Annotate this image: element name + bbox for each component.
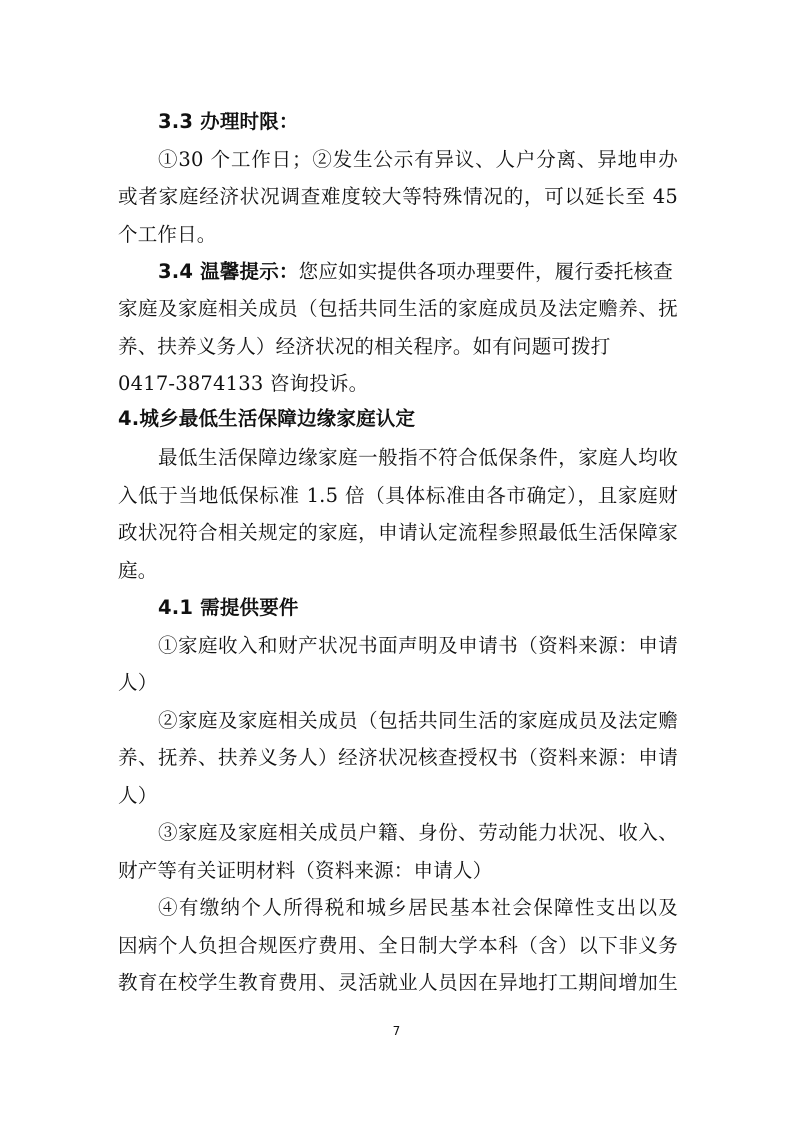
paragraph-3-4-first-line (158, 258, 678, 286)
list-item-line: ②家庭及家庭相关成员（包括共同生活的家庭成员及法定赡 (158, 709, 678, 732)
list-item-line: 因病个人负担合规医疗费用、全日制大学本科（含）以下非义务 (118, 934, 678, 957)
paragraph-line: 政状况符合相关规定的家庭，申请认定流程参照最低生活保障家 (118, 521, 678, 544)
paragraph-line: 最低生活保障边缘家庭一般指不符合低保条件，家庭人均收 (158, 446, 678, 469)
paragraph-line: 家庭及家庭相关成员（包括共同生活的家庭成员及法定赡养、抚 (118, 297, 678, 320)
heading-3-4: 3.4 温馨提示： (158, 260, 299, 283)
list-item-line: 财产等有关证明材料（资料来源：申请人） (118, 859, 493, 882)
list-item-line: ①家庭收入和财产状况书面声明及申请书（资料来源：申请 (158, 634, 678, 657)
list-item-line: ③家庭及家庭相关成员户籍、身份、劳动能力状况、收入、 (158, 821, 678, 844)
list-item-line: 养、抚养、扶养义务人）经济状况核查授权书（资料来源：申请 (118, 746, 678, 769)
paragraph-line: 或者家庭经济状况调查难度较大等特殊情况的，可以延长至 45 (118, 185, 678, 208)
list-item-line: 人） (118, 784, 158, 807)
paragraph-line: 个工作日。 (118, 223, 217, 246)
paragraph-text: 您应如实提供各项办理要件，履行委托核查 (298, 260, 673, 283)
list-item-line: 教育在校学生教育费用、灵活就业人员因在异地打工期间增加生 (118, 971, 678, 994)
paragraph-line: 庭。 (118, 559, 158, 582)
paragraph-line: 入低于当地低保标准 1.5 倍（具体标准由各市确定），且家庭财 (118, 484, 678, 507)
list-item-line: ④有缴纳个人所得税和城乡居民基本社会保障性支出以及 (158, 896, 678, 919)
list-item-line: 人） (118, 671, 158, 694)
paragraph-line: 养、扶养义务人）经济状况的相关程序。如有问题可拨打 (118, 335, 611, 358)
page-number: 7 (392, 1024, 401, 1038)
heading-4: 4.城乡最低生活保障边缘家庭认定 (118, 407, 416, 430)
paragraph-line: 0417-3874133 咨询投诉。 (118, 372, 369, 395)
heading-3-3: 3.3 办理时限： (158, 110, 299, 133)
paragraph-line: ①30 个工作日；②发生公示有异议、人户分离、异地申办 (158, 148, 678, 171)
heading-4-1: 4.1 需提供要件 (158, 596, 299, 619)
